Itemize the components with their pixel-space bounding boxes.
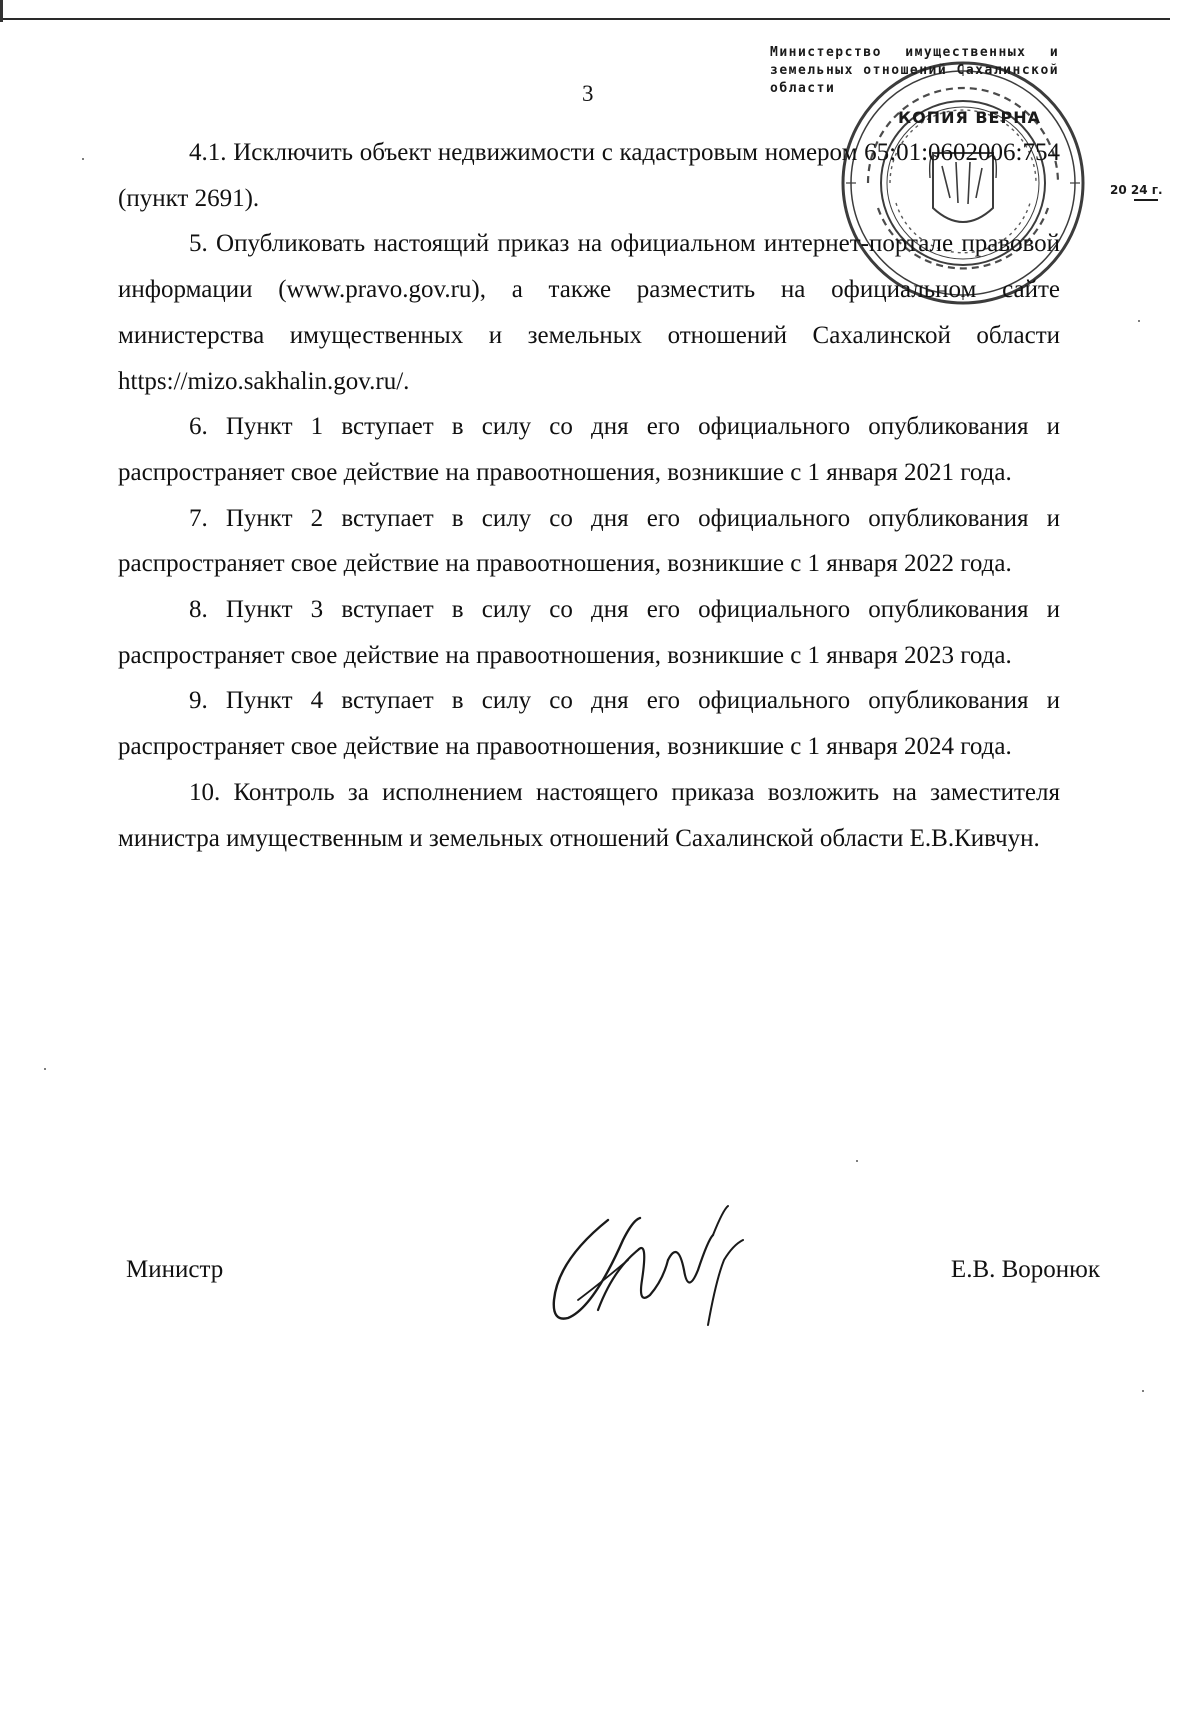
page-number: 3 (582, 81, 594, 106)
scan-top-edge (0, 18, 1170, 20)
copy-header-line-3: области (770, 81, 836, 96)
signer-name: Е.В. Воронюк (950, 1256, 1100, 1283)
document-body (118, 130, 1060, 861)
paragraph-9: 9. Пункт 4 вступает в силу со дня его официального опубликования и распространяет свое действие на правоотношения, возникшие с 1 января 2024 года. (118, 687, 1060, 761)
scan-left-edge (0, 0, 3, 22)
copy-header-line-2: земельных отношений Сахалинской (770, 63, 1060, 78)
copy-date-underline (1134, 199, 1158, 201)
scan-speck (44, 1068, 46, 1070)
paragraph-4-1: 4.1. Исключить объект недвижимости с кадастровым номером 65:01:0602006:754 (пункт 2691). (118, 139, 1060, 212)
handwritten-signature (538, 1200, 768, 1330)
signer-title: Министр (126, 1256, 224, 1283)
paragraph-7: 7. Пункт 2 вступает в силу со дня его официального опубликования и распространяет свое действие на правоотношения, возникшие с 1 января 2022 года. (118, 504, 1060, 578)
scan-speck (1142, 1390, 1144, 1392)
copy-date: 20 24 г. (1110, 183, 1163, 197)
copy-certification-header (770, 44, 1130, 98)
paragraph-10: 10. Контроль за исполнением настоящего приказа возложить на заместителя министра имущественным и земельных отношений Сахалинской области Е.В.Кивчун. (118, 778, 1060, 852)
scan-speck (82, 158, 84, 160)
copy-verna-label: КОПИЯ ВЕРНА (898, 108, 1041, 127)
paragraph-8: 8. Пункт 3 вступает в силу со дня его официального опубликования и распространяет свое действие на правоотношения, возникшие с 1 января 2023 года. (118, 596, 1060, 669)
paragraph-5: 5. Опубликовать настоящий приказ на официальном интернет-портале правовой информации (www.pravo.gov.ru), а также разместить на официальном сайте министерства имущественных и земельных отношений Сахалинской области https://mizo.sakhalin.gov.ru/. (118, 230, 1060, 395)
scan-speck (1138, 320, 1140, 322)
copy-header-line-1: Министерство имущественных и (770, 45, 1060, 60)
paragraph-6: 6. Пункт 1 вступает в силу со дня его официального опубликования и распространяет свое действие на правоотношения, возникшие с 1 января 2021 года. (118, 413, 1060, 486)
scan-speck (856, 1160, 858, 1162)
